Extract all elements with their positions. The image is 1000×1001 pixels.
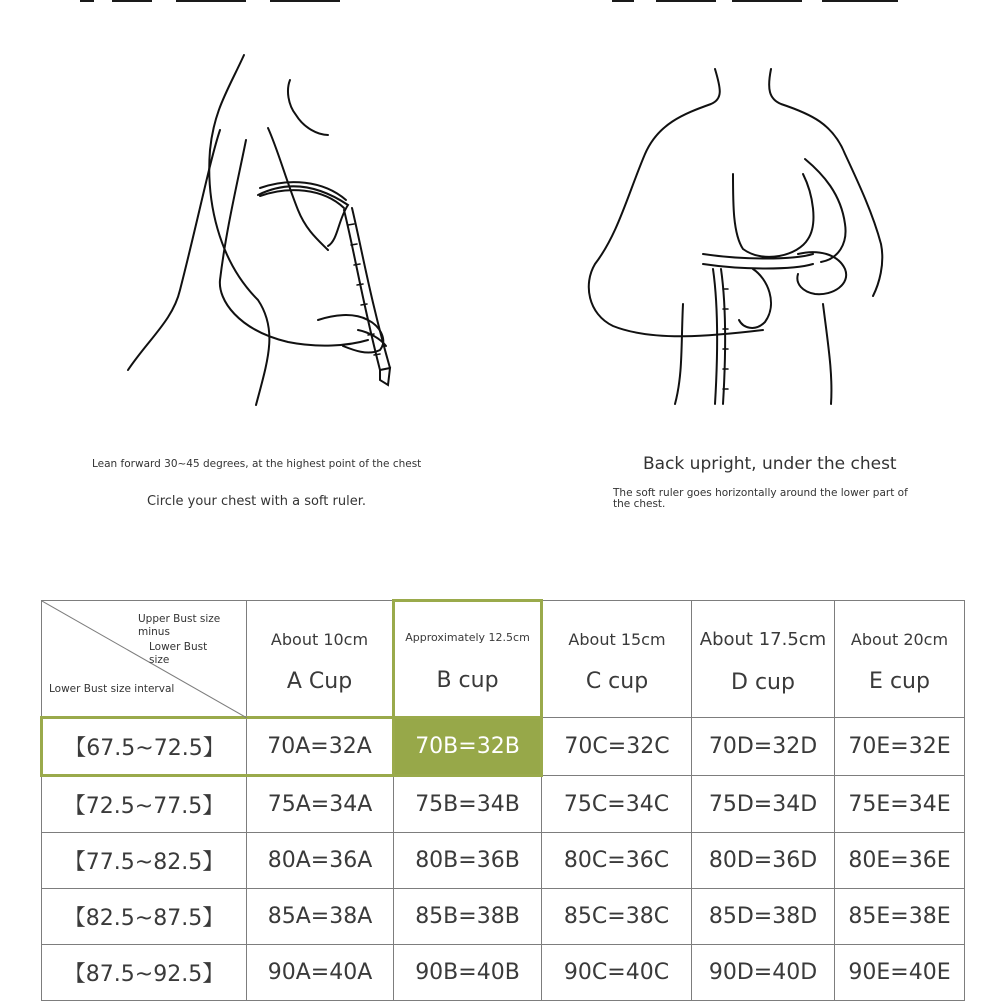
bra-size-table: [40, 599, 965, 1001]
size-cell: 90A=40A: [247, 945, 394, 1001]
size-cell: 70D=32D: [692, 718, 835, 776]
row-interval: 【77.5~82.5】: [42, 833, 247, 889]
size-cell: 90D=40D: [692, 945, 835, 1001]
size-cell: 75C=34C: [542, 776, 692, 833]
size-cell: 75A=34A: [247, 776, 394, 833]
size-cell: 80E=36E: [835, 833, 965, 889]
size-cell: 90B=40B: [394, 945, 542, 1001]
column-header-d: About 17.5cm D cup: [692, 601, 835, 718]
row-interval: 【67.5~72.5】: [42, 718, 247, 776]
size-cell: 75D=34D: [692, 776, 835, 833]
column-header-c: About 15cm C cup: [542, 601, 692, 718]
size-cell: 85E=38E: [835, 889, 965, 945]
left-caption-line2: Circle your chest with a soft ruler.: [147, 494, 366, 509]
heading-fragment-right: [612, 0, 902, 10]
column-header-b: Approximately 12.5cm B cup: [394, 601, 542, 718]
row-interval: 【82.5~87.5】: [42, 889, 247, 945]
right-caption-line2: The soft ruler goes horizontally around the lower part of the chest.: [613, 487, 908, 510]
size-cell: 90C=40C: [542, 945, 692, 1001]
upper-bust-measure-illustration: [118, 50, 408, 410]
size-cell: 70A=32A: [247, 718, 394, 776]
table-row: [42, 945, 965, 1001]
size-cell: 85A=38A: [247, 889, 394, 945]
left-caption-line1: Lean forward 30~45 degrees, at the highest point of the chest: [92, 458, 422, 470]
size-cell-highlighted: 70B=32B: [394, 718, 542, 776]
column-header-a: About 10cm A Cup: [247, 601, 394, 718]
lower-bust-measure-illustration: [583, 64, 888, 409]
row-interval: 【87.5~92.5】: [42, 945, 247, 1001]
corner-middle-label: Lower Bust size: [149, 641, 208, 666]
size-cell: 80C=36C: [542, 833, 692, 889]
size-cell: 70E=32E: [835, 718, 965, 776]
table-corner-cell: [42, 601, 247, 718]
size-cell: 75E=34E: [835, 776, 965, 833]
heading-fragment-left: [80, 0, 350, 10]
table-header-row: [42, 601, 965, 718]
size-cell: 85D=38D: [692, 889, 835, 945]
column-header-e: About 20cm E cup: [835, 601, 965, 718]
table-row: [42, 889, 965, 945]
table-row: [42, 833, 965, 889]
right-caption-line1: Back upright, under the chest: [643, 454, 897, 474]
size-cell: 80B=36B: [394, 833, 542, 889]
size-cell: 75B=34B: [394, 776, 542, 833]
row-interval: 【72.5~77.5】: [42, 776, 247, 833]
size-cell: 80A=36A: [247, 833, 394, 889]
size-cell: 85B=38B: [394, 889, 542, 945]
size-cell: 70C=32C: [542, 718, 692, 776]
size-cell: 80D=36D: [692, 833, 835, 889]
table-row: [42, 718, 965, 776]
size-cell: 90E=40E: [835, 945, 965, 1001]
table-row: [42, 776, 965, 833]
corner-bottom-label: Lower Bust size interval: [49, 683, 175, 695]
size-cell: 85C=38C: [542, 889, 692, 945]
corner-top-label: Upper Bust size minus: [138, 613, 221, 638]
